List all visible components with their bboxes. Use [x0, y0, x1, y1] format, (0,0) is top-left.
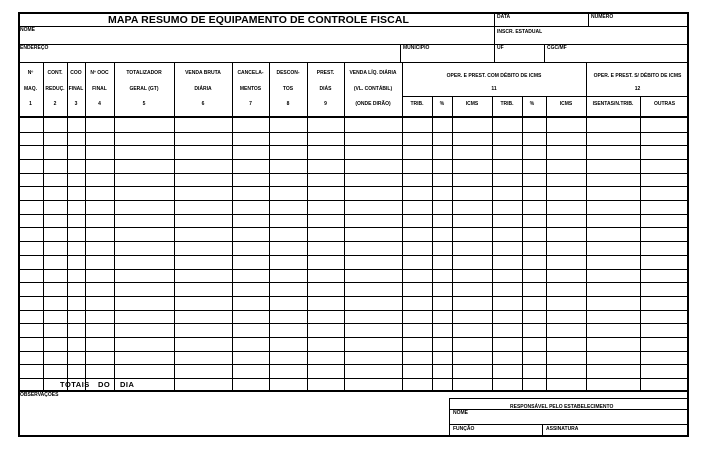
column-line	[269, 62, 270, 390]
header-vline-municipio	[400, 44, 401, 62]
table-row-line	[18, 282, 689, 283]
observacoes-label: OBSERVAÇÕES	[20, 392, 59, 398]
group1-num: 11	[491, 86, 497, 92]
column-line	[67, 62, 68, 390]
column-line	[546, 96, 547, 390]
column-line	[344, 62, 345, 390]
table-row-line	[18, 296, 689, 297]
col6-line1: VENDA BRUTA	[185, 70, 221, 76]
numero-label: NÚMERO	[591, 14, 614, 20]
g1-sub-pct-1: %	[439, 101, 445, 107]
assinatura-vline	[542, 424, 543, 437]
responsavel-line-2	[449, 424, 689, 425]
column-line	[43, 62, 44, 390]
col9-line1: PREST.	[316, 70, 335, 76]
col5-line1: TOTALIZADOR	[126, 70, 162, 76]
table-row-line	[18, 145, 689, 146]
col3-line1: COO	[70, 70, 82, 76]
table-row-line	[18, 337, 689, 338]
footer-funcao-label: FUNÇÃO	[453, 426, 475, 432]
col2-line2: REDUÇ.	[45, 86, 65, 92]
col1-num: 1	[29, 101, 32, 107]
col8-num: 8	[286, 101, 290, 107]
header-line-3	[18, 62, 689, 63]
table-row-line	[18, 310, 689, 311]
col3-num: 3	[74, 101, 78, 107]
column-line	[232, 62, 233, 390]
col1-line1: Nº	[27, 70, 34, 76]
totals-bottom-line	[18, 390, 689, 392]
col10-sub: (ONDE DIRÃO)	[355, 101, 391, 107]
g1-sub-trib-1: TRIB.	[410, 101, 424, 107]
col2-num: 2	[53, 101, 57, 107]
col4-line2: FINAL	[92, 86, 107, 92]
column-line	[522, 96, 523, 390]
col5-line2: GERAL (GT)	[129, 86, 159, 92]
table-row-line	[18, 227, 689, 228]
table-row-line	[18, 351, 689, 352]
col5-num: 5	[142, 101, 146, 107]
col8-line1: DESCON-	[276, 70, 300, 76]
col10-line2: (VL. CONTÁBIL)	[353, 86, 393, 92]
totais-do-label: DO	[98, 380, 111, 389]
totais-dia-label: DIA	[120, 380, 135, 389]
col9-num: 9	[324, 101, 327, 107]
group2-num: 12	[634, 86, 641, 92]
column-line	[402, 62, 403, 390]
header-line-1	[18, 26, 689, 27]
col7-line2: MENTOS	[239, 86, 262, 92]
cgc-label: CGC/MF	[547, 45, 567, 51]
g1-sub-icms-2: ICMS	[559, 101, 573, 107]
responsavel-line	[449, 409, 689, 410]
col4-num: 4	[98, 101, 101, 107]
table-row-line	[18, 173, 689, 174]
table-row-line	[18, 323, 689, 324]
g1-sub-pct-2: %	[529, 101, 535, 107]
group1-title: OPER. E PREST. COM DÉBITO DE ICMS	[446, 73, 542, 79]
table-row-line	[18, 378, 689, 379]
table-row-line	[18, 186, 689, 187]
column-line	[307, 62, 308, 390]
col6-line2: DIÁRIA	[194, 86, 212, 92]
header-vline-uf	[494, 44, 495, 62]
col2-line1: CONT.	[47, 70, 63, 76]
col4-line1: Nº OOC	[90, 70, 109, 76]
g2-sub-outras: OUTRAS	[653, 101, 676, 107]
table-row-line	[18, 214, 689, 215]
uf-label: UF	[497, 45, 504, 51]
column-line	[114, 62, 115, 390]
responsavel-vline	[449, 398, 450, 437]
header-vline-numero	[588, 12, 589, 26]
col7-line1: CANCELA-	[237, 70, 264, 76]
nome-label: NOME	[20, 27, 35, 33]
endereco-label: ENDEREÇO	[20, 45, 49, 51]
g1-sub-trib-2: TRIB.	[500, 101, 514, 107]
column-line	[85, 62, 86, 390]
column-line	[432, 96, 433, 390]
table-row-line	[18, 255, 689, 256]
col10-line1: VENDA LÍQ. DIÁRIA	[349, 70, 397, 76]
table-row-line	[18, 241, 689, 242]
footer-nome-label: NOME	[453, 410, 468, 416]
table-row-line	[18, 364, 689, 365]
responsavel-top-line	[449, 398, 689, 399]
form-title: MAPA RESUMO DE EQUIPAMENTO DE CONTROLE FISCAL	[108, 14, 410, 26]
column-line	[452, 96, 453, 390]
header-bottom-line	[18, 116, 689, 118]
column-line	[640, 96, 641, 390]
col9-line2: DIÁS	[319, 86, 332, 92]
table-row-line	[18, 132, 689, 133]
footer-assinatura-label: ASSINATURA	[546, 426, 579, 432]
data-label: DATA	[497, 14, 511, 20]
column-line	[586, 62, 587, 390]
table-row-line	[18, 200, 689, 201]
totais-label: TOTAIS	[60, 380, 90, 389]
column-line	[174, 62, 175, 390]
g2-sub-isentas: ISENTAS/N.TRIB.	[592, 101, 634, 107]
insc-estadual-label: INSCR. ESTADUAL	[497, 29, 543, 35]
header-line-2	[18, 44, 689, 45]
col3-line2: FINAL	[68, 86, 84, 92]
table-row-line	[18, 159, 689, 160]
table-row-line	[18, 269, 689, 270]
header-vline-cgc	[544, 44, 545, 62]
municipio-label: MUNICÍPIO	[403, 45, 430, 51]
col6-num: 6	[201, 101, 205, 107]
col8-line2: TOS	[282, 86, 294, 92]
group2-title: OPER. E PREST. S/ DÉBITO DE ICMS	[593, 73, 682, 79]
col7-num: 7	[249, 101, 252, 107]
column-line	[492, 96, 493, 390]
header-vline-data	[494, 12, 495, 44]
col1-line2: MAQ.	[23, 86, 38, 92]
responsavel-label: RESPONSÁVEL PELO ESTABELECIMENTO	[510, 404, 614, 410]
g1-sub-icms-1: ICMS	[465, 101, 479, 107]
